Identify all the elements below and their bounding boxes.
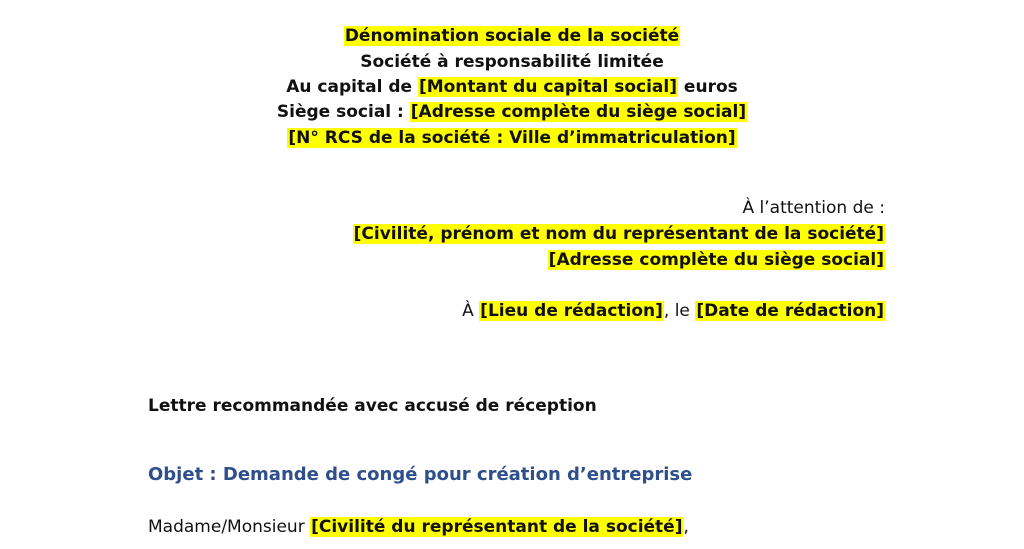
place-date-separator: , le [663, 301, 696, 321]
rcs-placeholder: [N° RCS de la société : Ville d’immatriculation] [288, 128, 736, 148]
company-rcs-line [0, 126, 1024, 151]
seat-placeholder: [Adresse complète du siège social] [410, 102, 747, 122]
place-placeholder: [Lieu de rédaction] [480, 301, 663, 321]
company-seat-line [0, 100, 1024, 125]
capital-prefix: Au capital de [286, 77, 418, 97]
recipient-name-placeholder: [Civilité, prénom et nom du représentant de la société] [353, 224, 884, 244]
salutation-placeholder: [Civilité du représentant de la société] [311, 517, 683, 537]
salutation-line [148, 515, 689, 540]
seat-prefix: Siège social : [276, 102, 410, 122]
recipient-address-placeholder: [Adresse complète du siège social] [548, 250, 884, 270]
mailing-mode: Lettre recommandée avec accusé de réception [148, 396, 597, 416]
company-legal-form: Société à responsabilité limitée [360, 52, 664, 72]
company-name-placeholder: Dénomination sociale de la société [344, 26, 680, 46]
place-date-line [462, 299, 885, 324]
recipient-name-line [353, 222, 885, 247]
attention-label: À l’attention de : [742, 198, 885, 218]
company-capital-line [0, 75, 1024, 100]
salutation-suffix: , [683, 517, 689, 537]
recipient-address-line [548, 248, 885, 273]
salutation-prefix: Madame/Monsieur [148, 517, 311, 537]
company-name-line [0, 24, 1024, 49]
capital-placeholder: [Montant du capital social] [418, 77, 678, 97]
date-placeholder: [Date de rédaction] [696, 301, 884, 321]
place-prefix: À [462, 301, 480, 321]
capital-suffix: euros [678, 77, 738, 97]
letter-subject: Objet : Demande de congé pour création d’entreprise [148, 464, 693, 485]
